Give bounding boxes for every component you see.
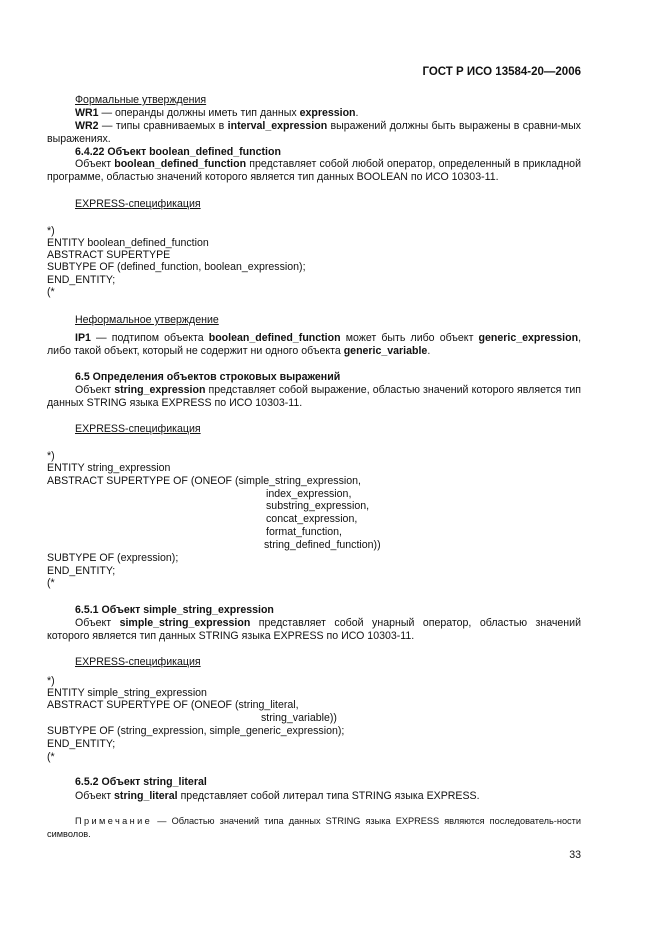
code-line: (* [47, 577, 55, 589]
code-line: string_defined_function)) [264, 539, 381, 551]
formal-statements-heading: Формальные утверждения [75, 94, 207, 106]
code-line: index_expression, [266, 488, 352, 500]
code-line: ABSTRACT SUPERTYPE OF (ONEOF (simple_string_expression, [47, 475, 361, 487]
code-line: ABSTRACT SUPERTYPE OF (ONEOF (string_literal, [47, 699, 299, 711]
section-text-6-5: Объект string_expression представляет собой выражение, областью значений которого является тип данных STRING языка EXPRESS по ИСО 10303-11. [47, 384, 581, 409]
code-line: END_ENTITY; [47, 738, 116, 750]
section-heading-6-4-22: 6.4.22 Объект boolean_defined_function [75, 146, 281, 158]
section-heading-6-5-2: 6.5.2 Объект string_literal [75, 776, 207, 788]
code-line: (* [47, 286, 55, 298]
code-line: format_function, [266, 526, 342, 538]
page-number: 33 [569, 849, 581, 861]
ip1-statement: IP1 — подтипом объекта boolean_defined_function может быть либо объект generic_expression, либо такой объект, который не содержит ни одного объекта generic_variable. [47, 332, 582, 357]
code-line: SUBTYPE OF (expression); [47, 552, 179, 564]
code-line: ENTITY string_expression [47, 462, 171, 474]
informal-statement-heading: Неформальное утверждение [75, 314, 219, 326]
code-line: concat_expression, [266, 513, 358, 525]
code-line: SUBTYPE OF (string_expression, simple_generic_expression); [47, 725, 345, 737]
wr1-statement: WR1 — операнды должны иметь тип данных expression. [75, 107, 359, 119]
wr2-statement: WR2 — типы сравниваемых в interval_expression выражений должны быть выражены в сравни-мых выражениях. [47, 120, 581, 145]
standard-header: ГОСТ Р ИСО 13584-20—2006 [422, 66, 581, 78]
code-line: ENTITY simple_string_expression [47, 687, 207, 699]
section-text-6-4-22: Объект boolean_defined_function представляет собой любой оператор, определенный в прикладной программе, областью значений которого является тип данных BOOLEAN по ИСО 10303-11. [47, 158, 581, 183]
express-spec-label: EXPRESS-спецификация [75, 423, 201, 435]
code-line: ENTITY boolean_defined_function [47, 237, 209, 249]
express-spec-label: EXPRESS-спецификация [75, 656, 201, 668]
code-line: string_variable)) [261, 712, 337, 724]
note: Примечание — Областью значений типа данных STRING языка EXPRESS являются последователь-ности символов. [47, 816, 581, 839]
code-line: ABSTRACT SUPERTYPE [47, 249, 171, 261]
code-line: END_ENTITY; [47, 274, 116, 286]
code-line: (* [47, 751, 55, 763]
express-spec-label: EXPRESS-спецификация [75, 198, 201, 210]
code-line: SUBTYPE OF (defined_function, boolean_expression); [47, 261, 306, 273]
section-text-6-5-1: Объект simple_string_expression представляет собой унарный оператор, областью значений которого является тип данных STRING языка EXPRESS по ИСО 10303-11. [47, 617, 581, 642]
section-heading-6-5: 6.5 Определения объектов строковых выражений [75, 371, 341, 383]
section-text-6-5-2: Объект string_literal представляет собой литерал типа STRING языка EXPRESS. [75, 790, 480, 802]
code-line: *) [47, 675, 55, 687]
code-line: *) [47, 225, 55, 237]
code-line: *) [47, 450, 55, 462]
section-heading-6-5-1: 6.5.1 Объект simple_string_expression [75, 604, 274, 616]
code-line: substring_expression, [266, 500, 370, 512]
code-line: END_ENTITY; [47, 565, 116, 577]
